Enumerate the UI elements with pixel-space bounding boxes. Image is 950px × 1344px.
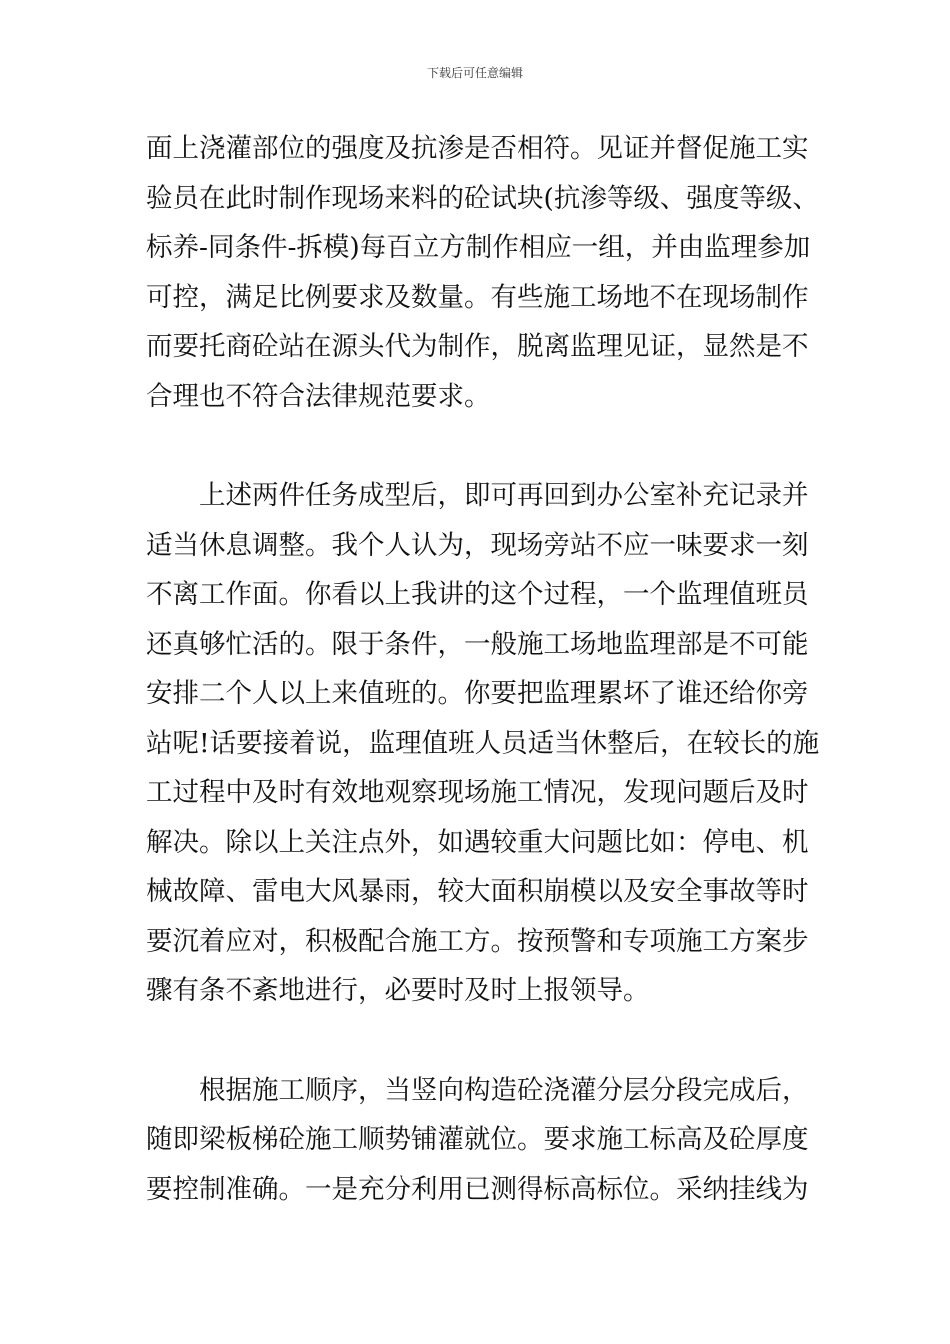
text-line: 骤有条不紊地进行，必要时及时上报领导。 [146,975,650,1006]
text-line: 上述两件任务成型后，即可再回到办公室补充记录并 [199,480,809,511]
text-line: 合理也不符合法律规范要求。 [146,380,491,412]
text-line: 还真够忙活的。限于条件，一般施工场地监理部是不可能 [146,628,809,660]
paragraph-spacer [146,421,812,471]
text-line: 标养-同条件-拆模)每百立方制作相应一组，并由监理参加 [146,232,811,263]
text-line: 要沉着应对，积极配合施工方。按预警和专项施工方案步 [146,925,809,957]
text-line: 验员在此时制作现场来料的砼试块(抗渗等级、强度等级、 [146,182,819,214]
paragraph-1 [146,124,819,421]
text-line: 面上浇灌部位的强度及抗渗是否相符。见证并督促施工实 [146,133,809,164]
text-line: 可控，满足比例要求及数量。有些施工场地不在现场制作 [146,281,809,313]
text-line: 要控制准确。一是充分利用已测得标高标位。采纳挂线为 [146,1173,809,1205]
page-header: 下载后可任意编辑 [426,66,523,80]
document-body [146,124,820,1214]
paragraph-spacer [146,1016,812,1066]
text-line: 安排二个人以上来值班的。你要把监理累坏了谁还给你旁 [146,678,809,709]
text-line: 械故障、雷电大风暴雨，较大面积崩模以及安全事故等时 [146,876,809,907]
text-line: 而要托商砼站在源头代为制作，脱离监理见证，显然是不 [146,331,809,362]
text-line: 适当休息调整。我个人认为，现场旁站不应一味要求一刻 [146,529,809,561]
text-line: 根据施工顺序，当竖向构造砼浇灌分层分段完成后， [199,1074,809,1106]
paragraph-2 [146,471,820,1016]
text-line: 工过程中及时有效地观察现场施工情况，发现问题后及时 [146,777,809,808]
text-line: 站呢!话要接着说，监理值班人员适当休整后，在较长的施 [146,727,820,759]
paragraph-3 [146,1066,812,1215]
text-line: 不离工作面。你看以上我讲的这个过程，一个监理值班员 [146,579,809,610]
text-line: 解决。除以上关注点外，如遇较重大问题比如：停电、机 [146,826,809,858]
text-line: 随即梁板梯砼施工顺势铺灌就位。要求施工标高及砼厚度 [146,1124,809,1155]
